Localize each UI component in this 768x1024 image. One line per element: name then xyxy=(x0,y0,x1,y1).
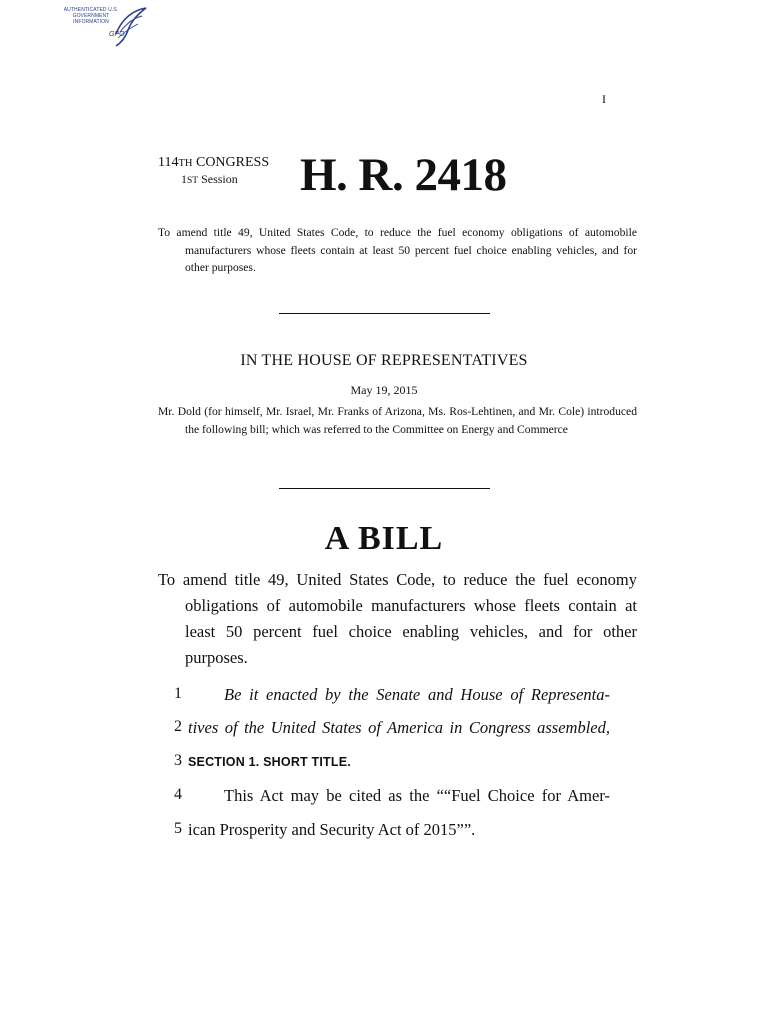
gpo-authentication-logo xyxy=(62,4,148,48)
bill-heading: A BILL xyxy=(324,520,444,557)
body-line xyxy=(158,786,610,812)
sponsor-introduction: Mr. Dold (for himself, Mr. Israel, Mr. Franks of Arizona, Ms. Ros-Lehtinen, and Mr. Cole) introduced the following bill; which was referred to the Committee on Energy and Commerce xyxy=(158,405,637,436)
body-line xyxy=(158,685,610,711)
logo-gpo-mark: GPO xyxy=(109,31,125,38)
line-number: 2 xyxy=(174,718,182,735)
page-marker: I xyxy=(602,92,606,106)
eagle-icon xyxy=(112,4,148,48)
body-line xyxy=(158,718,610,744)
section-heading: SECTION 1. SHORT TITLE. xyxy=(188,755,351,769)
line-text: Be it enacted by the Senate and House of Representa- xyxy=(224,685,610,704)
chamber-heading: IN THE HOUSE OF REPRESENTATIVES xyxy=(240,352,528,369)
line-text: ican Prosperity and Security Act of 2015””. xyxy=(188,820,476,839)
line-number: 3 xyxy=(174,752,182,769)
introduction-date: May 19, 2015 xyxy=(350,383,418,397)
body-line xyxy=(158,752,610,778)
congress-label xyxy=(158,155,269,172)
body-line xyxy=(158,820,610,846)
congress-number: 114 xyxy=(158,155,179,170)
line-text: tives of the United States of America in Congress assembled, xyxy=(188,718,610,737)
purpose-short: To amend title 49, United States Code, to reduce the fuel economy obligations of automobile manufacturers whose fleets contain at least 50 percent fuel choice enabling vehicles, and for other purposes. xyxy=(158,226,637,274)
purpose-long: To amend title 49, United States Code, to reduce the fuel economy obligations of automobile manufacturers whose fleets contain at least 50 percent fuel choice enabling vehicles, and for other purposes. xyxy=(158,570,637,667)
line-number: 1 xyxy=(174,685,182,702)
congress-word: CONGRESS xyxy=(195,155,270,170)
session-label xyxy=(181,172,238,188)
logo-text: AUTHENTICATED U.S. GOVERNMENT INFORMATION xyxy=(63,7,119,25)
congress-suffix: TH xyxy=(178,158,193,169)
line-number: 4 xyxy=(174,786,182,803)
divider-bottom xyxy=(279,488,490,489)
line-text: This Act may be cited as the ““Fuel Choice for Amer- xyxy=(224,786,610,805)
line-number: 5 xyxy=(174,820,182,837)
session-word: Session xyxy=(201,172,238,186)
divider-top xyxy=(279,313,490,314)
bill-number: H. R. 2418 xyxy=(300,149,507,201)
session-suffix: ST xyxy=(187,176,199,186)
session-number: 1 xyxy=(181,172,187,186)
